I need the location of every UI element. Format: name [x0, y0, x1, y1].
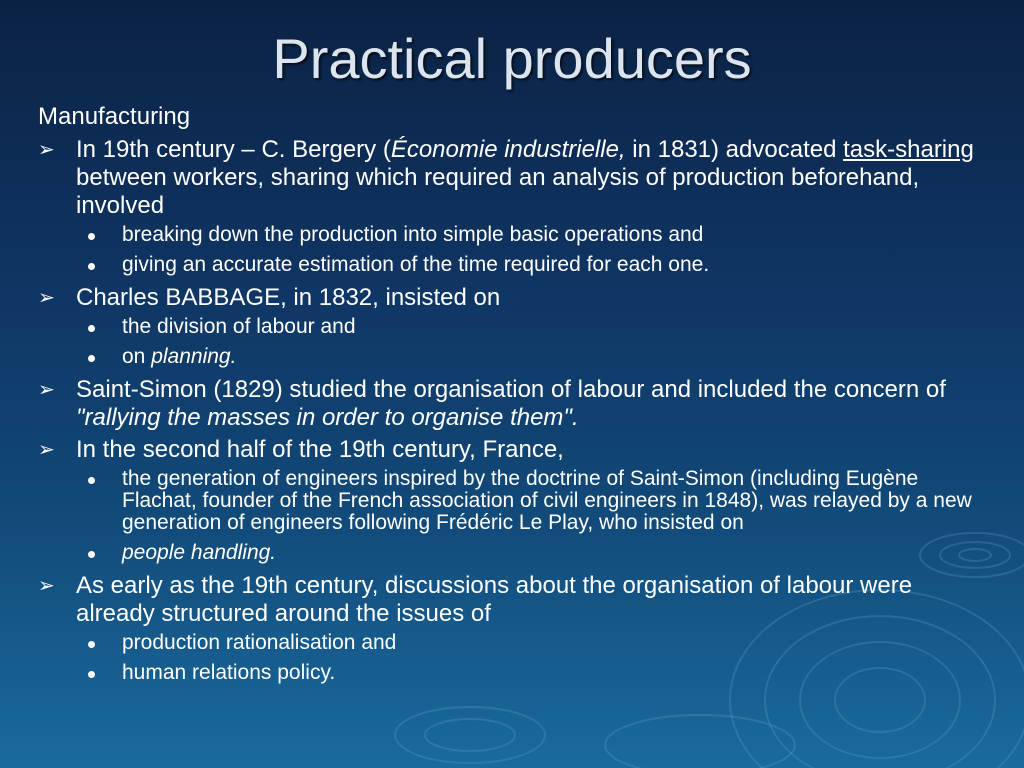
- bullet-bergery: ➢ In 19th century – C. Bergery (Économie industrielle, in 1831) advocated task-sharing between workers, sharing which required an analysis of production beforehand, involved: [38, 136, 974, 219]
- section-heading: Manufacturing: [38, 103, 191, 130]
- arrow-bullet-icon: ➢: [38, 575, 55, 597]
- slide-body: [38, 102, 988, 692]
- sub-bullet: the division of labour and: [38, 316, 988, 338]
- task-sharing-link[interactable]: task-sharing: [843, 136, 974, 163]
- dot-bullet-icon: [88, 671, 95, 678]
- sub-bullet: on planning.: [38, 346, 988, 368]
- arrow-bullet-icon: ➢: [38, 139, 55, 161]
- arrow-bullet-icon: ➢: [38, 439, 55, 461]
- sub-bullet: the generation of engineers inspired by the doctrine of Saint-Simon (including Eugène Flachat, founder of the French association of civil engineers in 1848), was relayed by a new generation of engineers following Frédéric Le Play, who insisted on: [38, 468, 988, 534]
- dot-bullet-icon: [88, 325, 95, 332]
- dot-bullet-icon: [88, 551, 95, 558]
- bullet-babbage: ➢ Charles BABBAGE, in 1832, insisted on: [38, 284, 501, 311]
- bullet-saint-simon: ➢ Saint-Simon (1829) studied the organisation of labour and included the concern of "rallying the masses in order to organise them".: [38, 376, 946, 431]
- sub-bullet: giving an accurate estimation of the time required for each one.: [38, 254, 988, 276]
- sub-bullet: people handling.: [38, 542, 988, 564]
- sub-bullet: breaking down the production into simple basic operations and: [38, 224, 988, 246]
- bullet-france: ➢ In the second half of the 19th century, France,: [38, 436, 564, 463]
- sub-bullet: production rationalisation and: [38, 632, 988, 654]
- dot-bullet-icon: [88, 355, 95, 362]
- bullet-issues: ➢ As early as the 19th century, discussions about the organisation of labour were already structured around the issues of: [38, 572, 913, 627]
- arrow-bullet-icon: ➢: [38, 379, 55, 401]
- dot-bullet-icon: [88, 641, 95, 648]
- dot-bullet-icon: [88, 233, 95, 240]
- sub-bullet: human relations policy.: [38, 662, 988, 684]
- arrow-bullet-icon: ➢: [38, 287, 55, 309]
- dot-bullet-icon: [88, 477, 95, 484]
- slide-title: Practical producers: [272, 27, 752, 90]
- dot-bullet-icon: [88, 263, 95, 270]
